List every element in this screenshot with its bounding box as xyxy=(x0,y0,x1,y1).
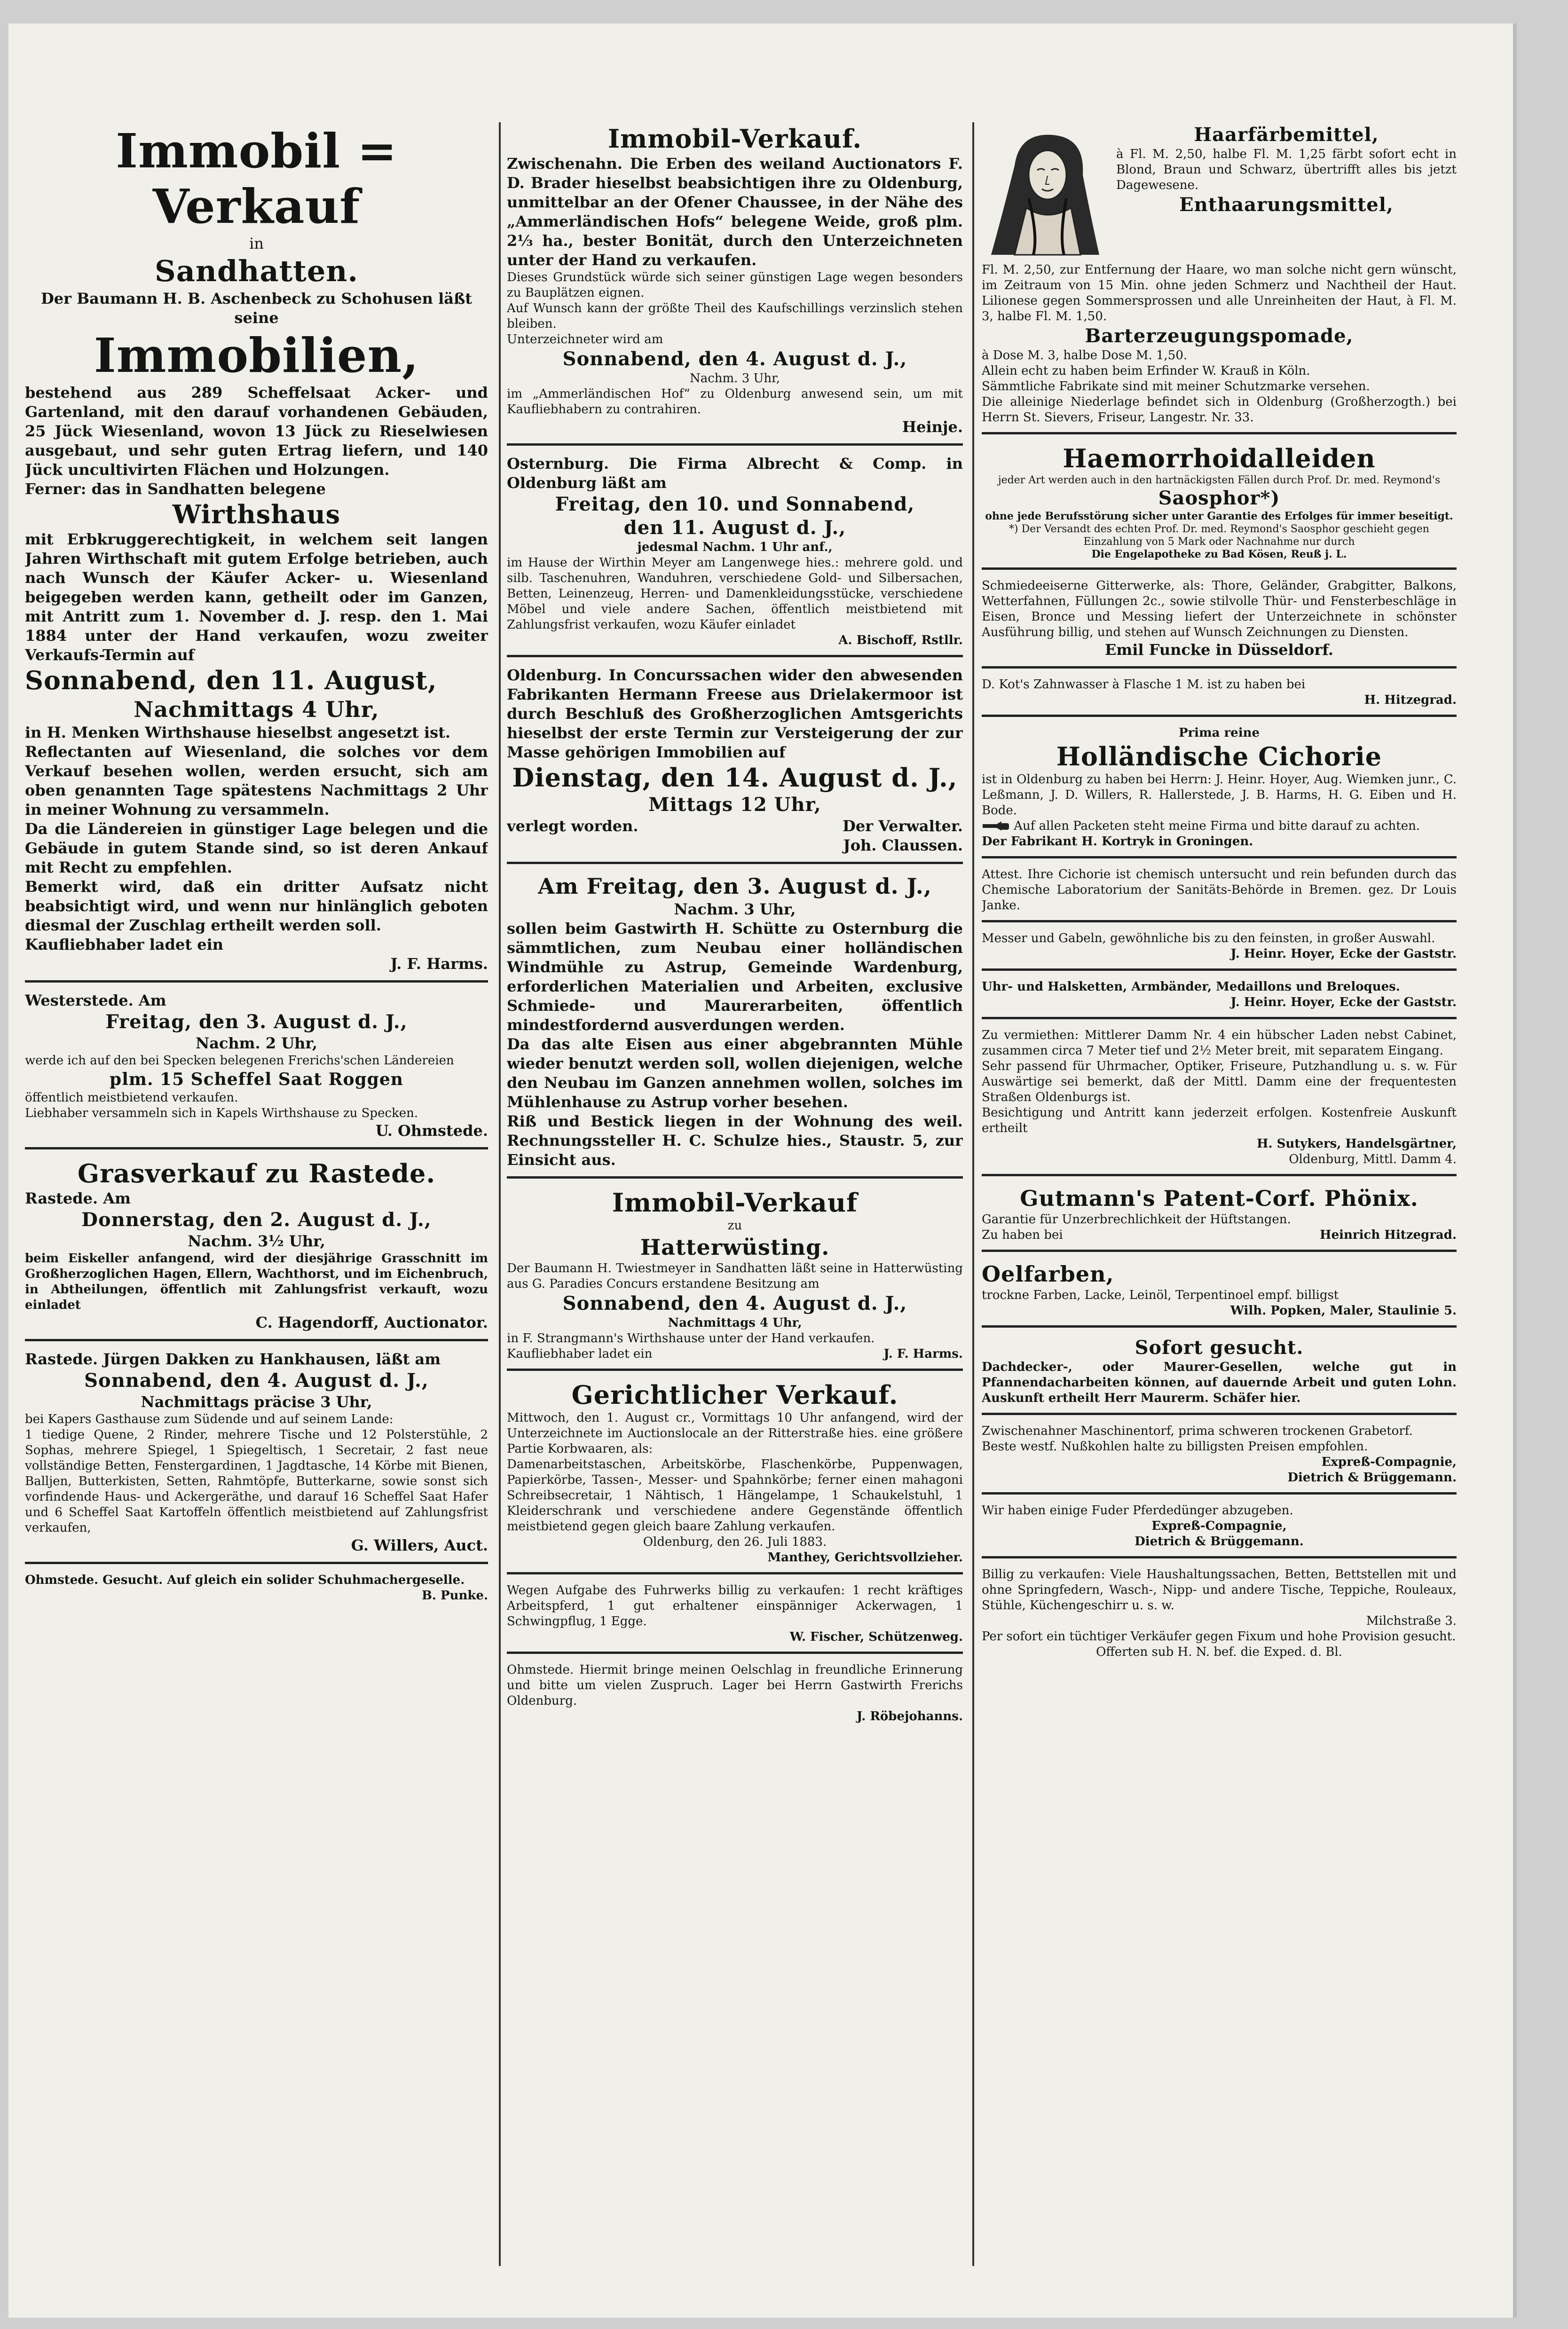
ad-time: Nachm. 2 Uhr, xyxy=(195,1034,318,1052)
ad-text: Kaufliebhaber ladet ein xyxy=(507,1347,653,1361)
ad-windmuehle xyxy=(507,872,963,1179)
ad-text: Sehr passend für Uhrmacher, Optiker, Friseure, Putzhandlung u. s. w. Für Auswärtige sei bemerkt, daß der Mittl. Damm eine der frequentesten Straßen Oldenburgs ist. xyxy=(982,1059,1457,1104)
ad-subheadline: Wirthshaus xyxy=(172,499,341,529)
ad-messer xyxy=(982,930,1457,971)
ad-vermiethen xyxy=(982,1027,1457,1176)
ad-sofort-gesucht xyxy=(982,1335,1457,1415)
ad-signature: J. F. Harms. xyxy=(883,1347,963,1361)
ad-text: zu xyxy=(727,1219,742,1233)
ad-text: Kaufliebhaber ladet ein xyxy=(25,936,224,953)
ad-text: Dachdecker-, oder Maurer-Gesellen, welche gut in Pfannendacharbeiten können, auf dauernde Arbeit und guten Lohn. Auskunft ertheilt Herr Maurerm. Schäfer hier. xyxy=(982,1360,1457,1405)
ad-text: Liebhaber versammeln sich in Kapels Wirthshause zu Specken. xyxy=(25,1106,418,1120)
ad-text: Offerten sub H. N. bef. die Exped. d. Bl. xyxy=(1096,1645,1342,1659)
ad-text: Zu vermiethen: Mittlerer Damm Nr. 4 ein hübscher Laden nebst Cabinet, zusammen circa 7 Meter tief und 2½ Meter breit, mit separatem Eingang. xyxy=(982,1028,1457,1058)
column-3 xyxy=(982,122,1457,2266)
ad-text: Sämmtliche Fabrikate sind mit meiner Schutzmarke versehen. xyxy=(982,379,1370,393)
ad-gerichtlicher-verkauf xyxy=(507,1378,963,1574)
ad-text: ohne jede Berufsstörung sicher unter Garantie des Erfolges für immer beseitigt. xyxy=(985,510,1453,522)
ad-title: Gerichtlicher Verkauf. xyxy=(571,1380,898,1410)
ad-signature: U. Ohmstede. xyxy=(375,1122,488,1140)
ad-text: Reflectanten auf Wiesenland, die solches vor dem Verkauf besehen wollen, werden ersucht, sich am oben genannten Tage spätestens Nachmittags 2 Uhr in meiner Wohnung zu versammeln. xyxy=(25,743,488,818)
ad-pferdeduenger xyxy=(982,1502,1457,1558)
ad-title: Immobil-Verkauf. xyxy=(607,124,862,154)
ad-signature: Milchstraße 3. xyxy=(1366,1614,1457,1628)
ad-text: Die alleinige Niederlage befindet sich in Oldenburg (Großherzogth.) bei Herrn St. Sievers, Friseur, Langestr. Nr. 33. xyxy=(982,395,1457,425)
ad-place: Hatterwüsting. xyxy=(640,1235,830,1260)
ad-text: Ohmstede. Hiermit bringe meinen Oelschlag in freundliche Erinnerung und bitte um vielen Zuspruch. Lager bei Herrn Gastwirth Frerichs Oldenburg. xyxy=(507,1663,963,1708)
ad-title: Sofort gesucht. xyxy=(1135,1337,1304,1359)
ad-text: öffentlich meistbietend verkaufen. xyxy=(25,1091,238,1105)
ad-maschinentorf xyxy=(982,1423,1457,1495)
ad-text: Zu haben bei xyxy=(982,1228,1063,1242)
ad-text: Fl. M. 2,50, zur Entfernung der Haare, wo man solche nicht gern wünscht, im Zeitraum von 15 Min. ohne jeden Schmerz und Nachtheil der Haut. Lilionese gegen Sommersprossen und alle Unreinheiten der Haut, à Fl. M. 3, halbe Fl. M. 1,50. xyxy=(982,263,1457,323)
ad-gutmann-corf xyxy=(982,1184,1457,1252)
ad-grasverkauf xyxy=(25,1157,488,1341)
ad-text: Da die Ländereien in günstiger Lage belegen und die Gebäude in gutem Stande sind, so ist deren Ankauf mit Recht zu empfehlen. xyxy=(25,820,488,876)
pointing-hand-icon xyxy=(982,819,1010,834)
ad-signature: W. Fischer, Schützenweg. xyxy=(789,1630,963,1644)
ad-text: à Fl. M. 2,50, halbe Fl. M. 1,25 färbt sofort echt in Blond, Braun und Schwarz, übertrifft alles bis jetzt Dagewesene. xyxy=(1116,147,1457,192)
ad-haemorrhoidalleiden xyxy=(982,442,1457,570)
ad-text: Der Verwalter. xyxy=(843,817,963,835)
ad-fuhrwerk xyxy=(507,1582,963,1654)
ad-text: Allein echt zu haben beim Erfinder W. Krauß in Köln. xyxy=(982,364,1310,378)
ad-title: Holländische Cichorie xyxy=(1056,741,1382,771)
ad-oelfarben xyxy=(982,1259,1457,1328)
ad-signature: Dietrich & Brüggemann. xyxy=(1287,1471,1457,1485)
ad-text: Bemerkt wird, daß ein dritter Aufsatz nicht beabsichtigt wird, und wenn nur hinlänglich geboten diesmal der Zuschlag ertheilt werden soll. xyxy=(25,878,488,934)
ad-date: Freitag, den 10. und Sonnabend, xyxy=(555,493,915,515)
ad-concurs xyxy=(507,665,963,864)
ad-signature: Dietrich & Brüggemann. xyxy=(1135,1534,1304,1549)
ad-signature: J. Heinr. Hoyer, Ecke der Gaststr. xyxy=(1230,995,1457,1009)
ad-title: Haemorrhoidalleiden xyxy=(1063,443,1376,473)
woman-portrait-illustration xyxy=(982,123,1109,260)
ad-signature: Oldenburg, Mittl. Damm 4. xyxy=(1289,1152,1457,1166)
ad-text: Unterzeichneter wird am xyxy=(507,332,663,346)
ad-text: Auf allen Packeten steht meine Firma und bitte darauf zu achten. xyxy=(1014,819,1420,833)
ad-uhrketten xyxy=(982,978,1457,1019)
ad-text: beim Eiskeller anfangend, wird der diesjährige Grasschnitt im Großherzoglichen Hagen, Ellern, Wachthorst, und im Eichenbruch, in Abtheilungen, öffentlich mit Zahlungsfrist verkauft, wozu einladet xyxy=(25,1251,488,1312)
ad-cichorie xyxy=(982,724,1457,858)
ad-place: Sandhatten. xyxy=(154,254,358,288)
ad-signature: C. Hagendorff, Auctionator. xyxy=(255,1314,488,1331)
ad-date: Sonnabend, den 11. August, xyxy=(25,665,437,695)
ad-place: Oldenburg, den 26. Juli 1883. xyxy=(643,1535,827,1549)
ad-signature: J. Heinr. Hoyer, Ecke der Gaststr. xyxy=(1230,947,1457,961)
ad-text: in H. Menken Wirthshause hieselbst angesetzt ist. xyxy=(25,724,450,741)
ad-text: Messer und Gabeln, gewöhnliche bis zu den feinsten, in großer Auswahl. xyxy=(982,931,1435,945)
ad-date: Sonnabend, den 4. August d. J., xyxy=(84,1369,429,1392)
ad-text: Der Baumann H. B. Aschenbeck zu Schohusen läßt seine xyxy=(40,290,473,327)
ad-signature: B. Punke. xyxy=(421,1589,488,1603)
ad-text: *) Der Versandt des echten Prof. Dr. med. Reymond's Saosphor geschieht gegen Einzahlung von 5 Mark oder Nachnahme nur durch xyxy=(1009,523,1429,548)
ad-osternburg xyxy=(507,453,963,657)
ad-date: Freitag, den 3. August d. J., xyxy=(105,1011,408,1033)
ad-text: Attest. Ihre Cichorie ist chemisch untersucht und rein befunden durch das Chemische Laboratorium der Sanitäts-Behörde in Bremen. gez. Dr Louis Janke. xyxy=(982,867,1457,913)
ad-text: Ferner: das in Sandhatten belegene xyxy=(25,480,326,498)
ad-attest xyxy=(982,866,1457,922)
ad-signature: Manthey, Gerichtsvollzieher. xyxy=(767,1550,963,1565)
ad-title: Barterzeugungspomade, xyxy=(1085,325,1354,347)
ad-text: 1 tiedige Quene, 2 Rinder, mehrere Tische und 12 Polsterstühle, 2 Sophas, mehrere Spiegel, 1 Spiegeltisch, 1 Secretair, 2 fast neue vollständige Betten, Fenstergardinen, 1 Jagdtasche, 14 Körbe mit Bienen, Balljen, Butterkisten, Setten, Rahmtöpfe, Butterkarne, sowie sonst sich vorfindende Haus- und Ackergeräthe, und darauf 16 Scheffel Saat Hafer und 6 Scheffel Saat Kartoffeln öffentlich meistbietend auf Zahlungsfrist verkaufen, xyxy=(25,1428,488,1535)
ad-schuhmacher xyxy=(25,1572,488,1610)
ad-text: Zwischenahner Maschinentorf, prima schweren trockenen Grabetorf. xyxy=(982,1424,1413,1438)
ad-text: Billig zu verkaufen: Viele Haushaltungssachen, Betten, Bettstellen mit und ohne Springfedern, Wasch-, Nipp- und andere Tische, Teppiche, Rouleaux, Stühle, Küchengeschirr u. s. w. xyxy=(982,1567,1457,1613)
ad-signature: Heinje. xyxy=(902,418,963,436)
column-divider xyxy=(499,122,501,2266)
ad-time: jedesmal Nachm. 1 Uhr anf., xyxy=(637,540,833,554)
ad-text: in F. Strangmann's Wirthshause unter der Hand verkaufen. xyxy=(507,1331,875,1345)
ad-date: Am Freitag, den 3. August d. J., xyxy=(538,873,932,899)
ad-text: Prima reine xyxy=(1178,726,1260,740)
ad-haarfaerbemittel xyxy=(982,122,1457,434)
ad-signature: J. F. Harms. xyxy=(390,955,488,973)
ad-text: bestehend aus 289 Scheffelsaat Acker- und Gartenland, mit den darauf vorhandenen Gebäuden, 25 Jück Wiesenland, wovon 13 Jück zu Rieselwiesen ausgebaut, und sehr guten Ertrag liefern, und 140 Jück uncultivirten Flächen und Holzungen. xyxy=(25,384,488,479)
ad-text: Garantie für Unzerbrechlichkeit der Hüftstangen. xyxy=(982,1212,1291,1227)
ad-time: Nachmittags 4 Uhr, xyxy=(134,697,379,722)
ad-text: Riß und Bestick liegen in der Wohnung des weil. Rechnungssteller H. C. Schulze hies., Staustr. 5, zur Einsicht aus. xyxy=(507,1112,963,1169)
ad-text: Mittwoch, den 1. August cr., Vormittags 10 Uhr anfangend, wird der Unterzeichnete im Auctionslocale an der Ritterstraße hies. eine größere Partie Korbwaaren, als: xyxy=(507,1411,963,1456)
ad-text: ist in Oldenburg zu haben bei Herrn: J. Heinr. Hoyer, Aug. Wiemken junr., C. Leßmann, J. D. Willers, R. Hallerstede, J. B. Harms, H. G. Eiben und H. Bode. xyxy=(982,772,1457,818)
ad-time: Nachmittags präcise 3 Uhr, xyxy=(141,1393,372,1411)
ad-time: Nachm. 3 Uhr, xyxy=(689,371,780,386)
ad-time: Nachm. 3½ Uhr, xyxy=(188,1232,325,1250)
ad-text: Auf Wunsch kann der größte Theil des Kaufschillings verzinslich stehen bleiben. xyxy=(507,301,963,331)
ad-text: Besichtigung und Antritt kann jederzeit erfolgen. Kostenfreie Auskunft ertheilt xyxy=(982,1106,1457,1135)
ad-title: Enthaarungsmittel, xyxy=(1179,194,1394,216)
ad-date: Sonnabend, den 4. August d. J., xyxy=(562,348,907,370)
ad-text: Osternburg. Die Firma Albrecht & Comp. in Oldenburg läßt am xyxy=(507,455,963,492)
ad-immobil-zwischenahn xyxy=(507,122,963,446)
column-1 xyxy=(25,122,488,2266)
ad-text: Rastede. Jürgen Dakken zu Hankhausen, läßt am xyxy=(25,1350,441,1368)
ad-text: sollen beim Gastwirth H. Schütte zu Osternburg die sämmtlichen, zum Neubau einer holländischen Windmühle zu Astrup, Gemeinde Wardenburg, erforderlichen Materialien und Arbeiten, exclusive Schmiede- und Maurerarbeiten, öffentlich mindestfordernd ausverdungen werden. xyxy=(507,920,963,1034)
ad-signature: H. Sutykers, Handelsgärtner, xyxy=(1256,1137,1457,1151)
ad-text: Ohmstede. Gesucht. Auf gleich ein solider Schuhmachergeselle. xyxy=(25,1573,465,1587)
ad-text: Beste westf. Nußkohlen halte zu billigsten Preisen empfohlen. xyxy=(982,1440,1368,1454)
ad-billig-verkaufen xyxy=(982,1566,1457,1667)
ad-text: Wegen Aufgabe des Fuhrwerks billig zu verkaufen: 1 recht kräftiges Arbeitspferd, 1 gut erhaltener einspänniger Ackerwagen, 1 Schwingpflug, 1 Egge. xyxy=(507,1583,963,1629)
ad-text: Der Baumann H. Twiestmeyer in Sandhatten läßt seine in Hatterwüsting aus G. Paradies Concurs erstandene Besitzung am xyxy=(507,1261,963,1291)
ad-immobil-sandhatten xyxy=(25,122,488,983)
ad-text: im Hause der Wirthin Meyer am Langenwege hies.: mehrere gold. und silb. Taschenuhren, Wanduhren, verschiedene Gold- und Silbersachen, Betten, Leinenzeug, Herren- und Damenkleidungsstücke, verschiedene Möbel und viele andere Sachen, öffentlich meistbietend mit Zahlungsfrist verkaufen, wozu Käufer einladet xyxy=(507,556,963,632)
column-2 xyxy=(507,122,963,2266)
ad-signature: Emil Funcke in Düsseldorf. xyxy=(1104,641,1333,659)
ad-text: Der Fabrikant H. Kortryk in Groningen. xyxy=(982,834,1253,849)
newspaper-page xyxy=(8,24,1513,2318)
column-divider xyxy=(972,122,974,2266)
ad-title: Immobil = Verkauf xyxy=(116,123,397,234)
ad-time: Nachm. 3 Uhr, xyxy=(674,900,796,918)
ad-signature: Wilh. Popken, Maler, Staulinie 5. xyxy=(1230,1304,1457,1318)
ad-text: Uhr- und Halsketten, Armbänder, Medaillons und Breloques. xyxy=(982,980,1400,994)
ad-text: Westerstede. Am xyxy=(25,991,166,1009)
ad-signature: Expreß-Compagnie, xyxy=(1321,1455,1457,1469)
ad-text: Rastede. Am xyxy=(25,1189,131,1207)
ad-time: Nachmittags 4 Uhr, xyxy=(668,1316,802,1330)
ad-gitterwerke xyxy=(982,577,1457,669)
ad-text: Schmiedeeiserne Gitterwerke, als: Thore, Geländer, Grabgitter, Balkons, Wetterfahnen, Füllungen 2c., sowie stilvolle Thür- und Fensterbeschläge in Eisen, Bronce und Messing liefert der Unterzeichnete in schönster Ausführung billig, und stehen auf Wunsch Zeichnungen zu Diensten. xyxy=(982,579,1457,639)
ad-date: Sonnabend, den 4. August d. J., xyxy=(562,1292,907,1314)
ad-title: Grasverkauf zu Rastede. xyxy=(77,1158,436,1188)
ad-date: Dienstag, den 14. August d. J., xyxy=(512,763,958,793)
ad-text: in xyxy=(249,235,264,252)
ad-text: Die Engelapotheke zu Bad Kösen, Reuß j. L. xyxy=(1091,548,1347,560)
ad-text: jeder Art werden auch in den hartnäckigsten Fällen durch Prof. Dr. med. Reymond's xyxy=(998,474,1441,486)
ad-text: trockne Farben, Lacke, Leinöl, Terpentinoel empf. billigst xyxy=(982,1288,1339,1302)
ad-immobil-hatterwuesting xyxy=(507,1186,963,1371)
ad-text: Dieses Grundstück würde sich seiner günstigen Lage wegen besonders zu Bauplätzen eignen. xyxy=(507,270,963,300)
ad-text: Oldenburg. In Concurssachen wider den abwesenden Fabrikanten Hermann Freese aus Drielakermoor ist durch Beschluß des Großherzoglichen Amtsgerichts hieselbst der erste Termin zur Versteigerung der zur Masse gehörigen Immobilien auf xyxy=(507,666,963,761)
ad-text: verlegt worden. xyxy=(507,817,638,835)
ad-text: mit Erbkruggerechtigkeit, in welchem seit langen Jahren Wirthschaft mit gutem Erfolge betrieben, auch nach Wunsch der Käufer Acker- u. Wiesenland beigegeben werden kann, getheilt oder im Ganzen, mit Antritt zum 1. November d. J. resp. den 1. Mai 1884 unter der Hand verkaufen, wozu zweiter Verkaufs-Termin auf xyxy=(25,530,488,664)
ad-title: Oelfarben, xyxy=(982,1261,1114,1287)
ad-title: Gutmann's Patent-Corf. Phönix. xyxy=(1020,1186,1418,1211)
ad-text: bei Kapers Gasthause zum Südende und auf seinem Lande: xyxy=(25,1412,394,1426)
ad-text: Per sofort ein tüchtiger Verkäufer gegen Fixum und hohe Provision gesucht. xyxy=(982,1629,1456,1644)
ad-signature: H. Hitzegrad. xyxy=(1364,693,1457,707)
ad-text: werde ich auf den bei Specken belegenen Frerichs'schen Ländereien xyxy=(25,1054,454,1068)
ad-headline: Immobilien, xyxy=(94,328,419,383)
ad-oelschlag xyxy=(507,1661,963,1731)
ad-signature: Expreß-Compagnie, xyxy=(1151,1519,1287,1533)
ad-time: Mittags 12 Uhr, xyxy=(648,794,821,816)
ad-title: Haarfärbemittel, xyxy=(1194,124,1379,146)
ad-text: Da das alte Eisen aus einer abgebrannten Mühle wieder benutzt werden soll, wollen diejenigen, welche den Neubau im Ganzen annehmen wollen, solches im Mühlenhause zu Astrup vorher besehen. xyxy=(507,1035,963,1111)
ad-signature: J. Röbejohanns. xyxy=(856,1709,963,1723)
ad-signature: Joh. Claussen. xyxy=(843,836,963,854)
ad-signature: A. Bischoff, Rstllr. xyxy=(838,633,963,647)
ad-signature: G. Willers, Auct. xyxy=(351,1536,488,1554)
ad-text: im „Ammerländischen Hof“ zu Oldenburg anwesend sein, um mit Kaufliebhabern zu contrahiren. xyxy=(507,387,963,417)
ad-title: Immobil-Verkauf xyxy=(612,1188,858,1218)
ad-signature: Heinrich Hitzegrad. xyxy=(1320,1228,1457,1242)
ad-text: Wir haben einige Fuder Pferdedünger abzugeben. xyxy=(982,1503,1293,1518)
ad-text: Zwischenahn. Die Erben des weiland Auctionators F. D. Brader hieselbst beabsichtigen ihre zu Oldenburg, unmittelbar an der Ofener Chaussee, in der Nähe des „Ammerländischen Hofs“ belegene Weide, groß plm. 2⅓ ha., bester Bonität, durch den Unterzeichneten unter der Hand zu verkaufen. xyxy=(507,155,963,269)
ad-text: Damenarbeitstaschen, Arbeitskörbe, Flaschenkörbe, Puppenwagen, Papierkörbe, Tassen-, Messer- und Spahnkörbe; ferner einen mahagoni Schreibsecretair, 1 Nähtisch, 1 Hängelampe, 1 Schaukelstuhl, 1 Kleiderschrank und verschiedene andere Gegenstände öffentlich meistbietend gegen gleich baare Zahlung verkaufen. xyxy=(507,1457,963,1534)
ad-product: Saosphor*) xyxy=(1158,487,1280,509)
ad-date: den 11. August d. J., xyxy=(623,517,846,539)
ad-date: Donnerstag, den 2. August d. J., xyxy=(81,1209,432,1231)
ad-text: à Dose M. 3, halbe Dose M. 1,50. xyxy=(982,348,1188,362)
ad-text: D. Kot's Zahnwasser à Flasche 1 M. ist zu haben bei xyxy=(982,677,1306,692)
ad-item: plm. 15 Scheffel Saat Roggen xyxy=(110,1070,403,1089)
ad-westerstede xyxy=(25,990,488,1149)
ad-zahnwasser xyxy=(982,676,1457,717)
ad-rastede-dakken xyxy=(25,1349,488,1564)
